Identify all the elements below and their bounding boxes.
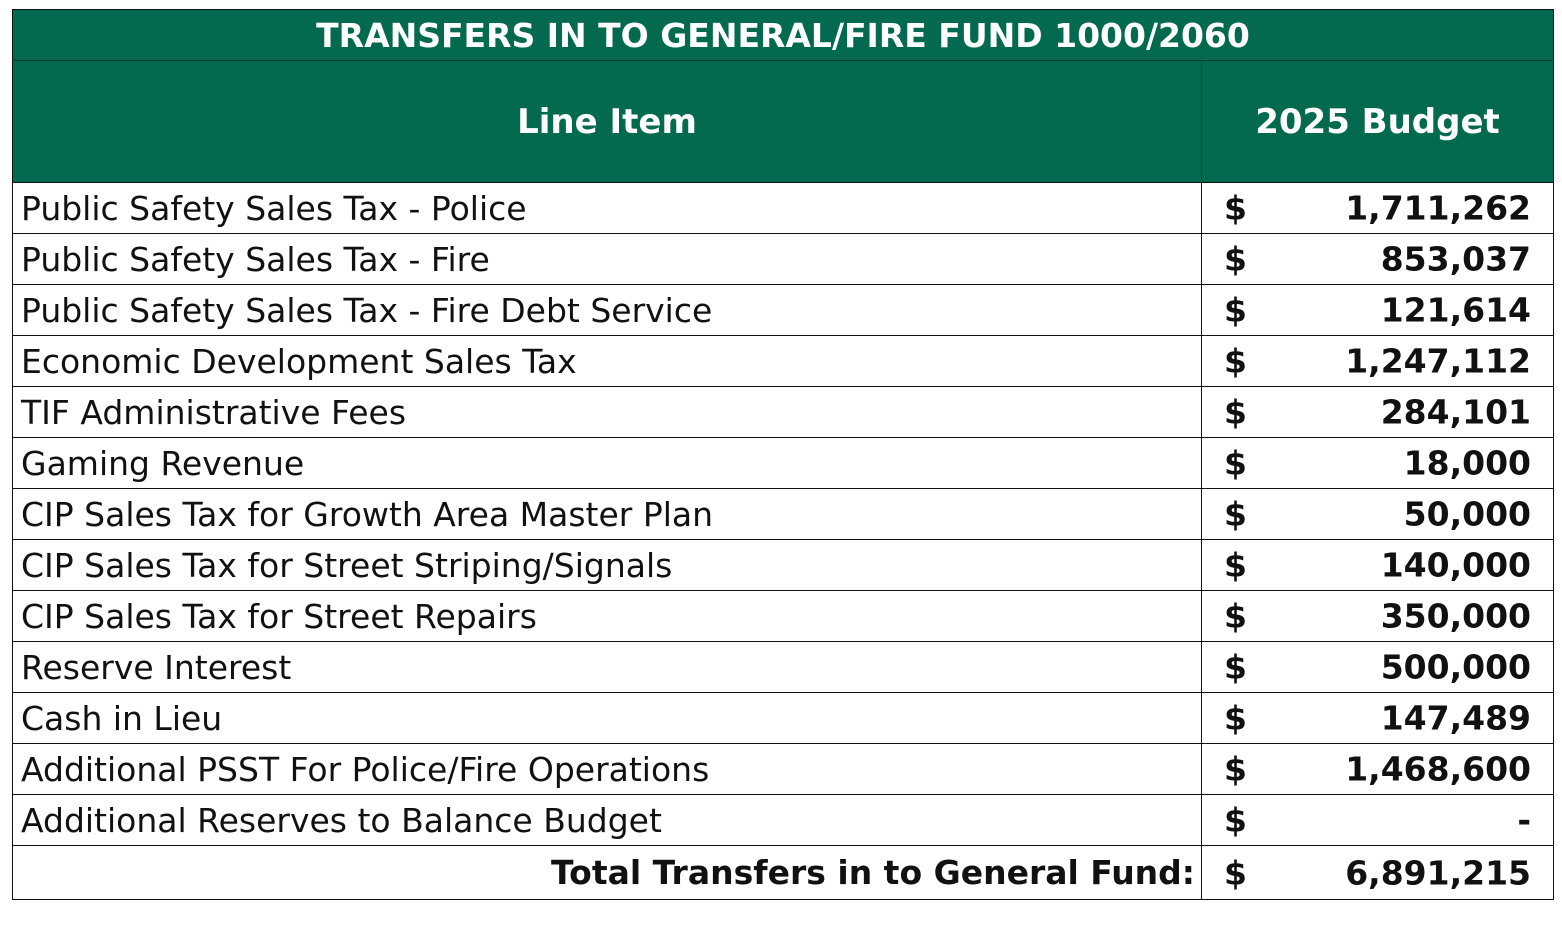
amount-value: - — [1517, 800, 1532, 840]
total-amount-value: 6,891,215 — [1345, 853, 1532, 892]
amount-cell — [1202, 438, 1554, 489]
amount-value: 853,037 — [1380, 239, 1532, 279]
amount-value: 18,000 — [1403, 443, 1532, 483]
amount-value: 350,000 — [1380, 596, 1532, 636]
amount-value: 1,247,112 — [1345, 341, 1532, 381]
currency-symbol: $ — [1224, 698, 1247, 738]
table-row — [13, 744, 1554, 795]
table-title: TRANSFERS IN TO GENERAL/FIRE FUND 1000/2060 — [13, 10, 1554, 61]
amount-value: 500,000 — [1380, 647, 1532, 687]
total-row — [13, 846, 1554, 900]
currency-symbol: $ — [1224, 392, 1247, 432]
currency-symbol: $ — [1224, 596, 1247, 636]
table-row — [13, 540, 1554, 591]
table-row — [13, 642, 1554, 693]
amount-value: 1,468,600 — [1345, 749, 1532, 789]
table-row — [13, 336, 1554, 387]
currency-symbol: $ — [1224, 341, 1247, 381]
table-row — [13, 795, 1554, 846]
amount-cell — [1202, 642, 1554, 693]
currency-symbol: $ — [1224, 188, 1247, 228]
table-row — [13, 234, 1554, 285]
amount-cell — [1202, 693, 1554, 744]
table-row — [13, 591, 1554, 642]
currency-symbol: $ — [1224, 800, 1247, 840]
amount-cell — [1202, 234, 1554, 285]
amount-cell — [1202, 591, 1554, 642]
amount-cell — [1202, 336, 1554, 387]
amount-cell — [1202, 744, 1554, 795]
amount-value: 284,101 — [1380, 392, 1532, 432]
amount-value: 140,000 — [1380, 545, 1532, 585]
currency-symbol: $ — [1224, 239, 1247, 279]
table-row — [13, 489, 1554, 540]
table-row — [13, 387, 1554, 438]
table-body — [13, 183, 1554, 900]
table-row — [13, 183, 1554, 234]
table-row — [13, 438, 1554, 489]
line-item-cell: Additional Reserves to Balance Budget — [13, 795, 1202, 846]
amount-cell — [1202, 285, 1554, 336]
total-label: Total Transfers in to General Fund: — [13, 846, 1202, 900]
table-title-row — [13, 10, 1554, 61]
column-header-budget: 2025 Budget — [1202, 61, 1554, 183]
line-item-cell: Public Safety Sales Tax - Fire — [13, 234, 1202, 285]
line-item-cell: Economic Development Sales Tax — [13, 336, 1202, 387]
line-item-cell: Public Safety Sales Tax - Police — [13, 183, 1202, 234]
line-item-cell: Additional PSST For Police/Fire Operations — [13, 744, 1202, 795]
amount-value: 121,614 — [1380, 290, 1532, 330]
amount-cell — [1202, 540, 1554, 591]
transfers-table — [12, 9, 1554, 900]
currency-symbol: $ — [1224, 647, 1247, 687]
amount-cell — [1202, 795, 1554, 846]
currency-symbol: $ — [1224, 749, 1247, 789]
currency-symbol: $ — [1224, 545, 1247, 585]
amount-cell — [1202, 183, 1554, 234]
amount-cell — [1202, 489, 1554, 540]
table-row — [13, 285, 1554, 336]
line-item-cell: Public Safety Sales Tax - Fire Debt Service — [13, 285, 1202, 336]
amount-cell — [1202, 387, 1554, 438]
budget-table-container — [12, 9, 1553, 900]
currency-symbol: $ — [1224, 853, 1247, 892]
currency-symbol: $ — [1224, 494, 1247, 534]
currency-symbol: $ — [1224, 290, 1247, 330]
currency-symbol: $ — [1224, 443, 1247, 483]
line-item-cell: Cash in Lieu — [13, 693, 1202, 744]
line-item-cell: CIP Sales Tax for Street Repairs — [13, 591, 1202, 642]
column-header-row — [13, 61, 1554, 183]
line-item-cell: Gaming Revenue — [13, 438, 1202, 489]
amount-value: 1,711,262 — [1345, 188, 1532, 228]
column-header-line-item: Line Item — [13, 61, 1202, 183]
amount-value: 147,489 — [1380, 698, 1532, 738]
line-item-cell: CIP Sales Tax for Growth Area Master Plan — [13, 489, 1202, 540]
line-item-cell: CIP Sales Tax for Street Striping/Signals — [13, 540, 1202, 591]
table-row — [13, 693, 1554, 744]
line-item-cell: Reserve Interest — [13, 642, 1202, 693]
total-amount-cell — [1202, 846, 1554, 900]
amount-value: 50,000 — [1403, 494, 1532, 534]
line-item-cell: TIF Administrative Fees — [13, 387, 1202, 438]
